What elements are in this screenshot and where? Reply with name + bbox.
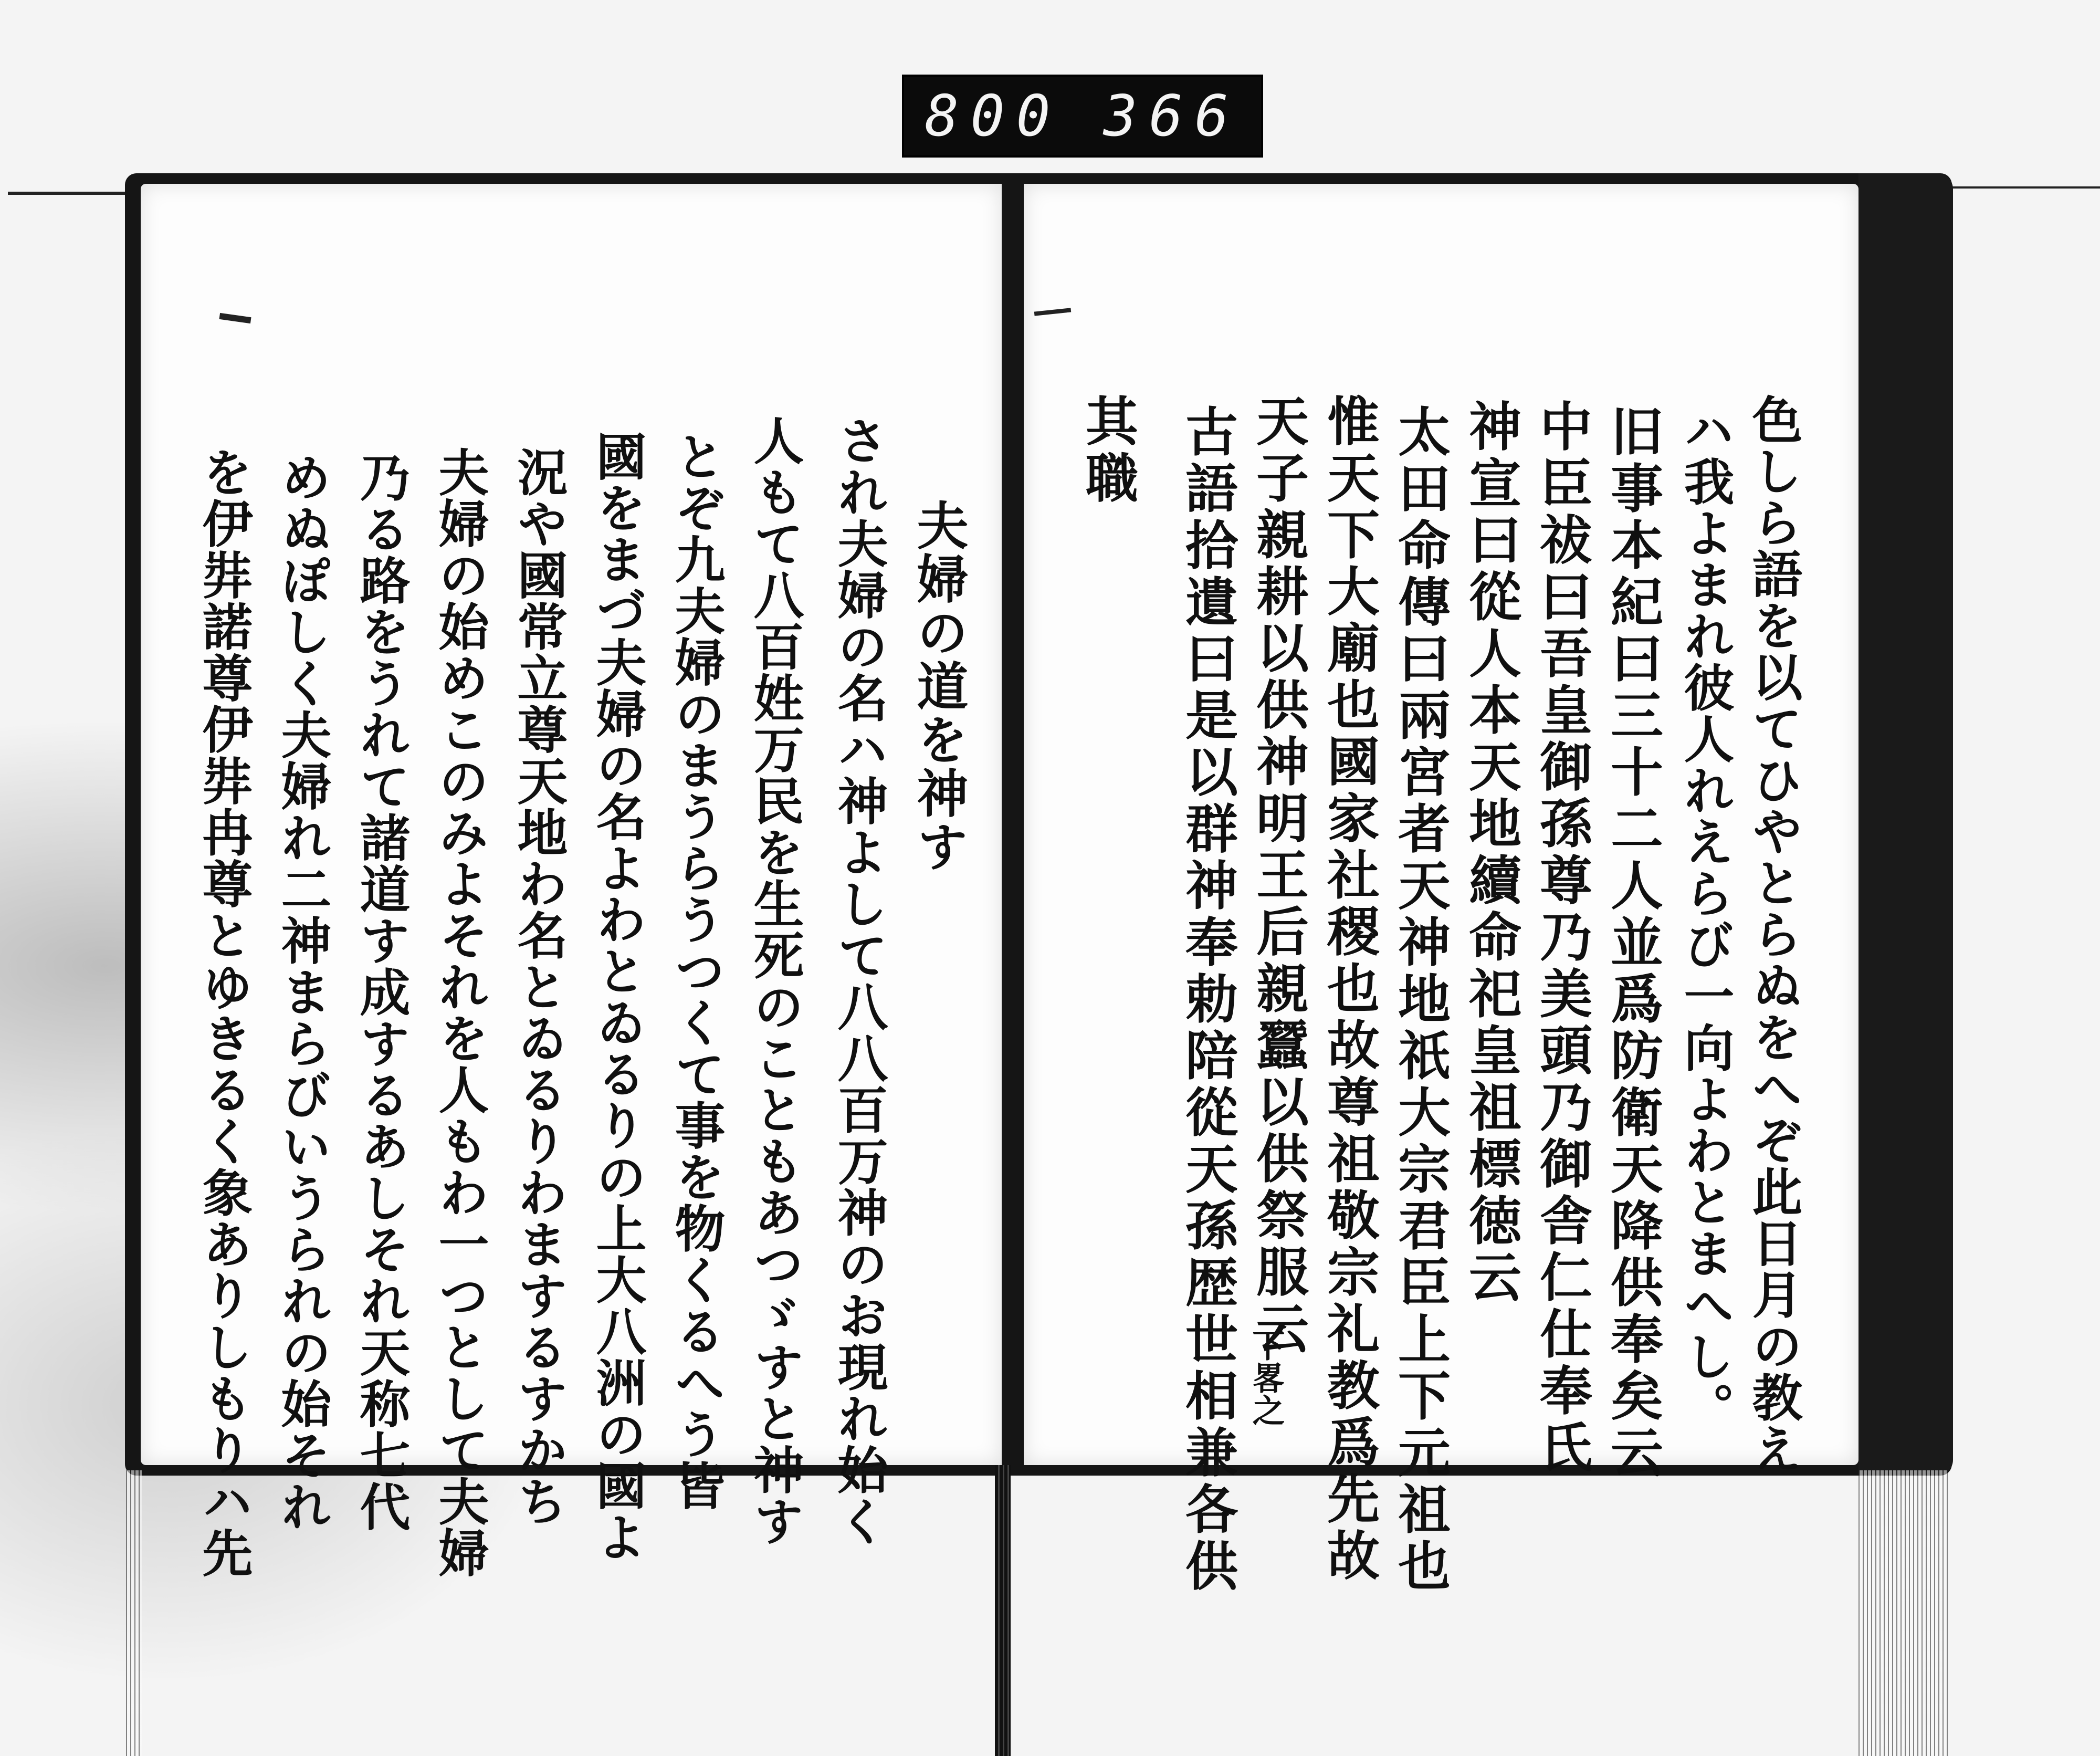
text-column-4: 國をまづ夫婦の名よわとゐるりの上大八洲の國よ xyxy=(588,431,647,1563)
text-column-4: 中臣祓曰吾皇御孫尊乃美頭乃御舎仁仕奉氏 xyxy=(1531,399,1593,1477)
text-column-8: めぬぽしく夫婦れ二神まらびいうられの始それ xyxy=(273,452,332,1532)
text-column-1: 色しら語を以てひやとらぬをへぞ此日月の教え xyxy=(1744,394,1803,1475)
ink-mark xyxy=(219,313,251,323)
ink-mark xyxy=(1034,308,1071,316)
text-column-6: 太田命傳曰兩宮者天神地祇大宗君臣上下元祖也 xyxy=(1389,404,1451,1595)
text-column-9: を伊弉諾尊伊弉冉尊とゆきるく象ありしもりハ先 xyxy=(194,446,254,1579)
text-column-9: 古語拾遺曰是以群神奉勅陪從天孫歴世相兼各供 xyxy=(1177,404,1238,1595)
section-title: 夫婦の道を神す xyxy=(908,499,969,874)
text-column-3: とぞ九夫婦のまうらうつくて事を物くるへう皆 xyxy=(667,431,726,1511)
right-page xyxy=(1024,184,1858,1595)
text-column-2: ハ我よまれ彼人れえらび一向よわとまへし。 xyxy=(1676,404,1735,1434)
scan-rule-left xyxy=(8,192,136,195)
text-column-7: 惟天下大廟也國家社稷也故尊祖敬宗礼教爲先故 xyxy=(1318,394,1380,1585)
omission-note: 下畧之 xyxy=(1247,1329,1285,1426)
text-column-5: 況や國常立尊天地わ名とゐるりわまするすかち xyxy=(509,446,569,1527)
text-column-7: 乃る路をうれて諸道す成するあしそれ天称七代 xyxy=(352,452,411,1532)
book-spine xyxy=(995,1465,1011,1756)
text-column-1: され夫婦の名ハ神よして八八百万神のお現れ始く xyxy=(830,415,889,1547)
page-edges-right xyxy=(1858,1470,1948,1756)
left-page xyxy=(141,184,1002,1579)
book-fore-edge xyxy=(1858,173,1953,1476)
text-column-6: 夫婦の始めこのみよそれを人もわ一つとして夫婦 xyxy=(430,446,490,1579)
text-column-10: 其職 xyxy=(1077,394,1139,507)
page-edges-left xyxy=(126,1470,142,1756)
text-column-2: 人もて八百姓万民を生死のこともあつゞすと神す xyxy=(746,415,805,1547)
catalog-number-plate xyxy=(902,75,1263,158)
text-column-8: 天子親耕以供神明王后親蠶以供祭服云 xyxy=(1247,394,1309,1358)
text-column-5: 神宣曰從人本天地續命祀皇祖標徳云 xyxy=(1460,399,1522,1306)
catalog-number-left: 800 xyxy=(925,83,1062,149)
catalog-number-right: 366 xyxy=(1103,83,1241,149)
text-column-3: 旧事本紀曰三十二人並爲防衛天降供奉矣云 xyxy=(1602,404,1664,1482)
